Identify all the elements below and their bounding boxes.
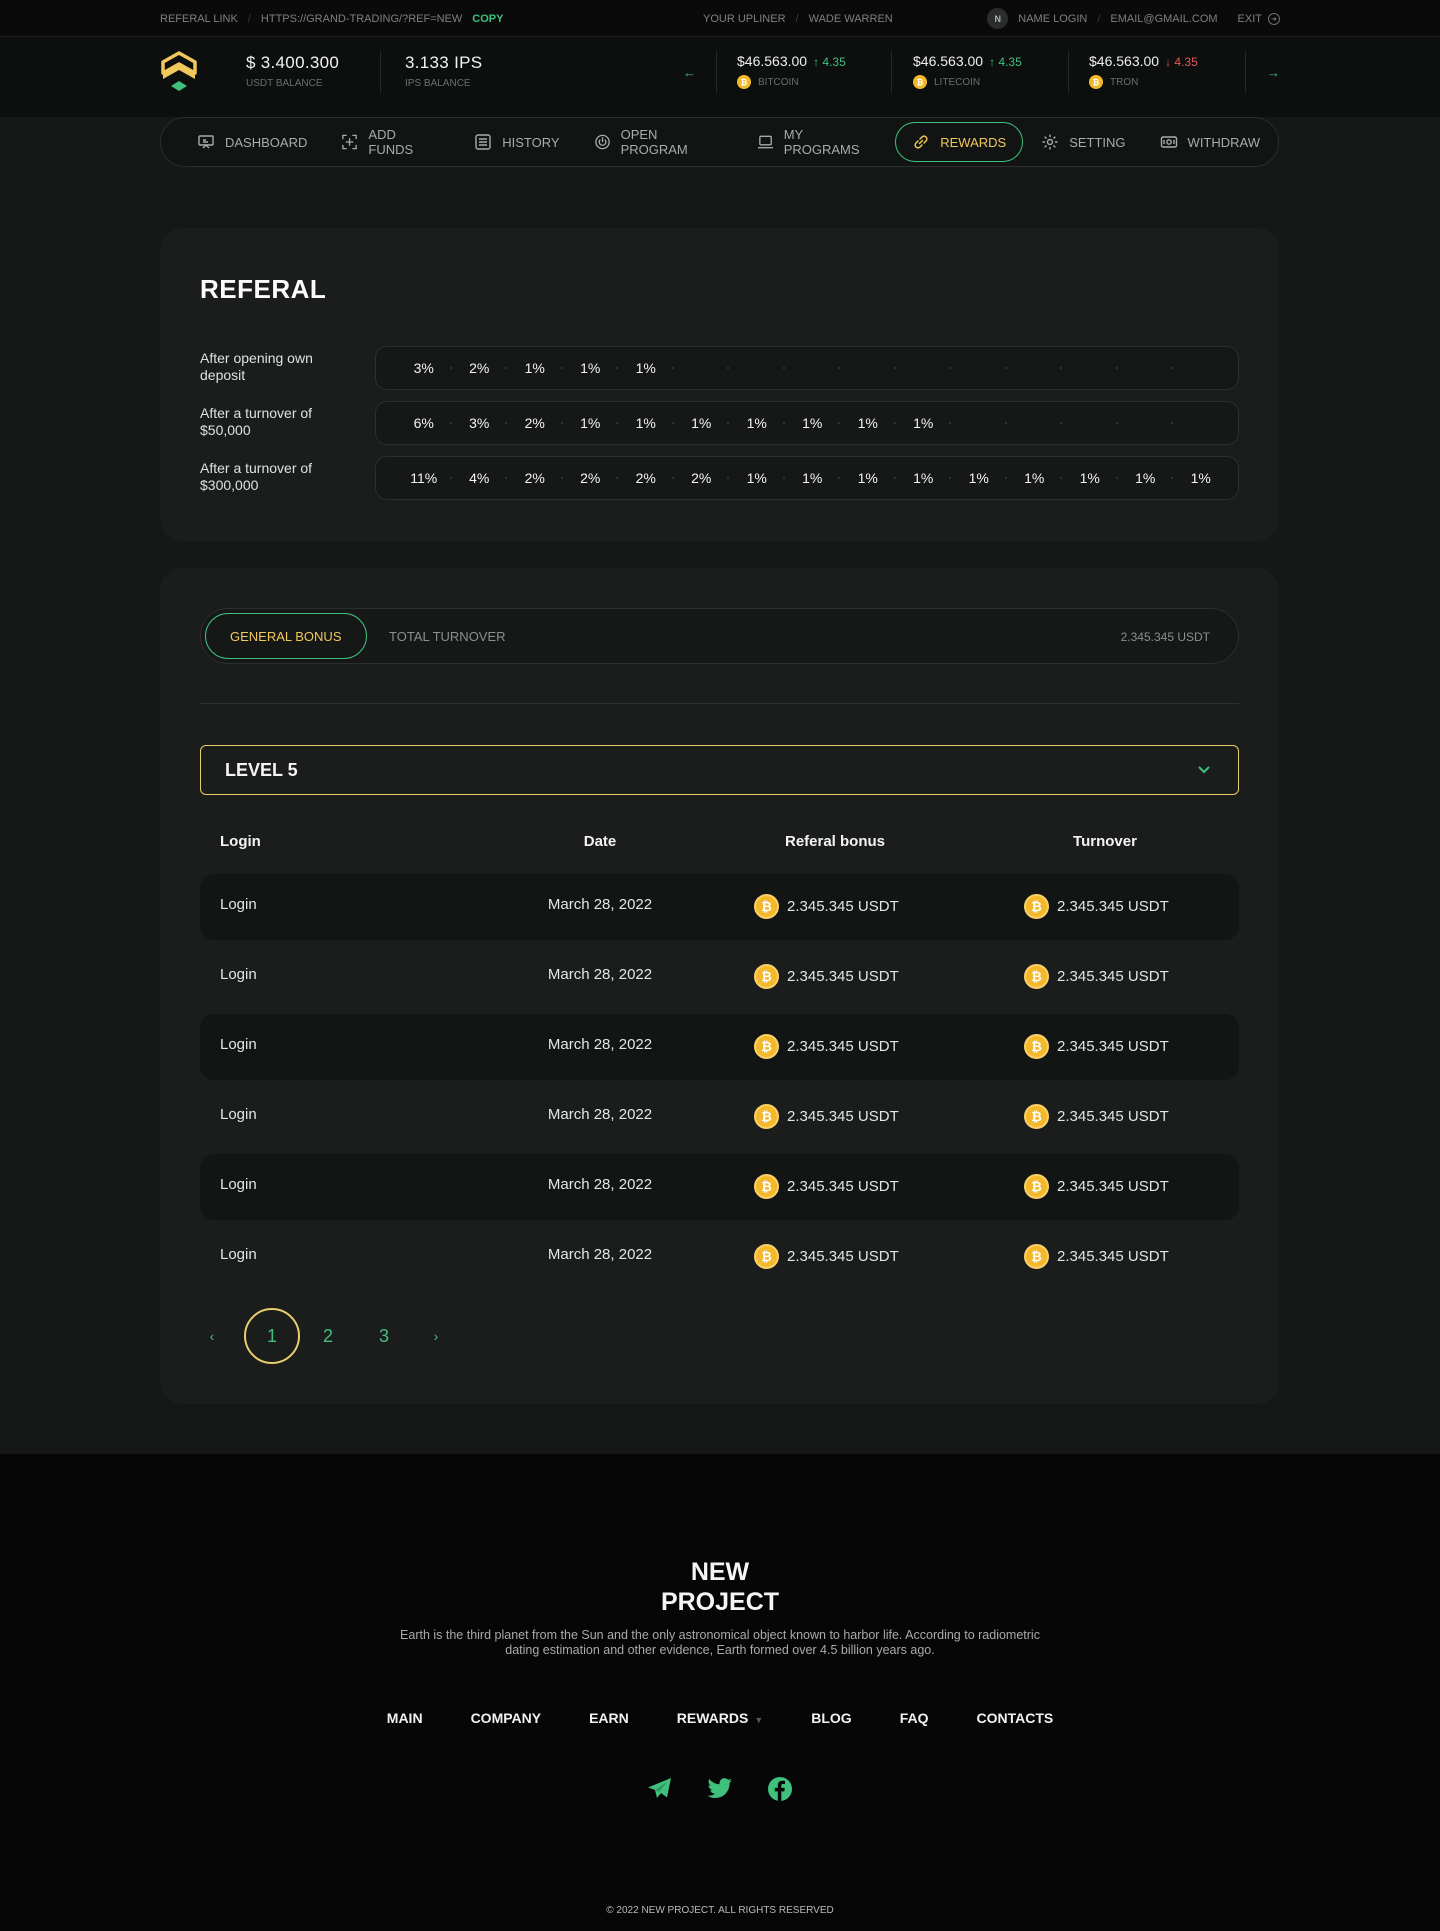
ticker-change-up: ↑ 4.35 <box>989 55 1022 69</box>
column-header-login: Login <box>220 833 261 850</box>
nav-label: MY PROGRAMS <box>783 127 860 157</box>
cell-value: 2.345.345 USDT <box>1057 898 1169 915</box>
cell-value: 2.345.345 USDT <box>787 1108 899 1125</box>
referral-level-value: 1% <box>563 415 619 431</box>
divider <box>891 51 892 93</box>
referral-levels <box>375 346 1239 390</box>
bitcoin-icon: ₿ <box>1024 1034 1049 1059</box>
link-icon <box>912 133 930 151</box>
referral-level-value: 1% <box>729 470 785 486</box>
footer-link-main[interactable]: MAIN <box>386 1710 423 1726</box>
referral-levels <box>375 401 1239 445</box>
referral-row <box>200 456 1239 500</box>
bonus-tabs <box>200 608 1239 664</box>
referral-level-value: 1% <box>840 470 896 486</box>
presentation-icon <box>197 133 215 151</box>
cell-login: Login <box>220 896 257 913</box>
referral-level-value: 1% <box>785 415 841 431</box>
ticker-coin: BITCOIN <box>758 76 799 88</box>
footer-nav <box>0 1710 1440 1726</box>
referral-level-value: 2% <box>452 360 508 376</box>
telegram-icon[interactable] <box>647 1776 673 1802</box>
list-icon <box>474 133 492 151</box>
separator: / <box>795 13 799 25</box>
footer-link-rewards[interactable] <box>677 1710 763 1726</box>
referral-level-value: 2% <box>507 415 563 431</box>
usdt-balance-value: $ 3.400.300 <box>246 53 340 72</box>
nav-item-withdraw[interactable] <box>1144 122 1276 162</box>
cell-login: Login <box>220 966 257 983</box>
bitcoin-icon: ₿ <box>754 894 779 919</box>
ticker-price: $46.563.00 <box>913 53 984 69</box>
ticker-change-down: ↓ 4.35 <box>1165 55 1198 69</box>
referral-level-value: 1% <box>1190 470 1211 486</box>
avatar[interactable]: N <box>987 8 1008 29</box>
referral-level-value: 6% <box>396 415 452 431</box>
logo-icon[interactable] <box>160 51 198 93</box>
level-select[interactable] <box>200 745 1239 795</box>
footer-title <box>0 1557 1440 1617</box>
page-button[interactable]: 2 <box>322 1325 333 1346</box>
footer-link-faq[interactable]: FAQ <box>899 1710 929 1726</box>
bitcoin-icon: ₿ <box>1024 1104 1049 1129</box>
column-header-date: Date <box>583 833 617 850</box>
exit-label: EXIT <box>1237 12 1262 25</box>
pagination-prev-button[interactable]: ‹ <box>209 1328 215 1344</box>
referral-level-value: 1% <box>563 360 619 376</box>
ips-balance-value: 3.133 IPS <box>405 53 483 72</box>
cell-bonus <box>754 1244 899 1269</box>
ticker-price: $46.563.00 <box>1089 53 1160 69</box>
cell-bonus <box>754 894 899 919</box>
add-frame-icon <box>341 133 358 151</box>
bitcoin-icon: ₿ <box>754 1174 779 1199</box>
referral-level-value: 4% <box>452 470 508 486</box>
upliner-label: YOUR UPLINER <box>703 13 786 25</box>
cell-turnover <box>1024 1104 1169 1129</box>
referral-title: REFERAL <box>200 274 327 304</box>
referral-level-value: 11% <box>396 470 452 486</box>
twitter-icon[interactable] <box>707 1776 733 1802</box>
footer-link-earn[interactable]: EARN <box>589 1710 629 1726</box>
top-bar <box>0 0 1440 37</box>
referral-level-value: 1% <box>618 360 674 376</box>
nav-label: OPEN PROGRAM <box>620 127 688 157</box>
copyright: © 2022 NEW PROJECT. ALL RIGHTS RESERVED <box>606 1905 834 1916</box>
nav-label: WITHDRAW <box>1187 134 1260 150</box>
cell-turnover <box>1024 1034 1169 1059</box>
cell-date: March 28, 2022 <box>547 966 653 983</box>
table-row[interactable] <box>200 874 1239 940</box>
nav-label: REWARDS <box>940 134 1007 150</box>
total-amount: 2.345.345 USDT <box>1120 630 1210 644</box>
referral-level-value: 1% <box>840 415 896 431</box>
footer-title-line: NEW <box>690 1558 750 1586</box>
footer <box>0 1454 1440 1931</box>
litecoin-icon: ₿ <box>913 75 927 89</box>
cell-turnover <box>1024 894 1169 919</box>
referral-row <box>200 346 1239 390</box>
exit-button[interactable] <box>1238 13 1280 25</box>
table-row[interactable] <box>200 1154 1239 1220</box>
cell-bonus <box>754 1104 899 1129</box>
cell-turnover <box>1024 1244 1169 1269</box>
exit-icon: ➜ <box>1268 13 1280 25</box>
ips-balance-label: IPS BALANCE <box>405 78 471 89</box>
referral-level-value: 1% <box>507 360 563 376</box>
footer-link-blog[interactable]: BLOG <box>811 1710 852 1726</box>
gear-icon <box>1041 133 1059 151</box>
upliner-group <box>703 13 893 25</box>
referral-level-value: 1% <box>1062 470 1118 486</box>
tab-general-bonus[interactable]: GENERAL BONUS <box>205 613 367 659</box>
usdt-balance-label: USDT BALANCE <box>246 78 323 89</box>
cell-value: 2.345.345 USDT <box>1057 1038 1169 1055</box>
cell-value: 2.345.345 USDT <box>1057 1108 1169 1125</box>
pagination-next-button[interactable]: › <box>433 1328 439 1344</box>
nav-item-history[interactable] <box>458 122 575 162</box>
login-name: NAME LOGIN <box>1018 12 1088 25</box>
divider <box>1245 51 1246 93</box>
referral-levels <box>375 456 1239 500</box>
caret-down-icon: ▼ <box>754 1715 764 1725</box>
referral-card <box>160 228 1279 541</box>
column-header-bonus: Referal bonus <box>784 833 886 850</box>
tab-total-turnover[interactable]: TOTAL TURNOVER <box>389 628 506 644</box>
referral-row-label: After opening own deposit <box>200 350 313 383</box>
referral-level-value: 1% <box>674 415 730 431</box>
divider <box>716 51 717 93</box>
cell-bonus <box>754 964 899 989</box>
nav-label: ADD FUNDS <box>368 127 414 157</box>
cell-login: Login <box>220 1036 257 1053</box>
bitcoin-icon: ₿ <box>1024 1244 1049 1269</box>
referral-link-label: REFERAL LINK <box>160 13 238 25</box>
referral-url: HTTPS://GRAND-TRADING/?REF=NEW <box>260 13 463 25</box>
cell-value: 2.345.345 USDT <box>1057 1248 1169 1265</box>
nav-item-add-funds[interactable] <box>325 122 456 162</box>
referral-level-value: 2% <box>563 470 619 486</box>
chevron-down-icon <box>1198 762 1210 777</box>
cell-login: Login <box>220 1246 257 1263</box>
ticker-litecoin <box>913 53 1022 89</box>
referral-row-label: After a turnover of $50,000 <box>200 405 313 438</box>
bitcoin-icon: ₿ <box>737 75 751 89</box>
cell-value: 2.345.345 USDT <box>1057 1178 1169 1195</box>
nav-item-setting[interactable] <box>1025 122 1141 162</box>
ips-balance <box>405 53 482 89</box>
social-links <box>0 1776 1440 1802</box>
referral-level-value: 1% <box>1007 470 1063 486</box>
separator: / <box>1097 12 1101 25</box>
tron-icon: ₿ <box>1089 75 1103 89</box>
cell-turnover <box>1024 964 1169 989</box>
cell-value: 2.345.345 USDT <box>787 968 899 985</box>
referral-level-value: 1% <box>1118 470 1174 486</box>
column-header-turnover: Turnover <box>1073 833 1137 850</box>
referral-level-value: 1% <box>729 415 785 431</box>
page-button[interactable]: 1 <box>244 1308 300 1364</box>
divider <box>380 51 381 93</box>
ticker-price: $46.563.00 <box>737 53 808 69</box>
cell-date: March 28, 2022 <box>547 1176 653 1193</box>
user-email: EMAIL@GMAIL.COM <box>1110 12 1218 25</box>
referral-level-value: 1% <box>785 470 841 486</box>
bonus-card <box>160 568 1279 1404</box>
bitcoin-icon: ₿ <box>1024 1174 1049 1199</box>
ticker-coin: LITECOIN <box>934 76 981 88</box>
table-row[interactable] <box>200 1224 1239 1290</box>
bitcoin-icon: ₿ <box>754 1034 779 1059</box>
cell-date: March 28, 2022 <box>547 896 653 913</box>
power-icon <box>594 133 611 151</box>
cell-bonus <box>754 1174 899 1199</box>
nav-item-rewards[interactable] <box>895 122 1023 162</box>
cell-value: 2.345.345 USDT <box>787 1248 899 1265</box>
referral-level-value: 1% <box>951 470 1007 486</box>
level-select-value: LEVEL 5 <box>225 759 298 780</box>
table-row[interactable] <box>200 1014 1239 1080</box>
header <box>0 37 1440 117</box>
cell-turnover <box>1024 1174 1169 1199</box>
table-row[interactable] <box>200 944 1239 1010</box>
table-row[interactable] <box>200 1084 1239 1150</box>
cell-value: 2.345.345 USDT <box>787 898 899 915</box>
nav-label: HISTORY <box>502 134 560 150</box>
nav-label: DASHBOARD <box>225 134 308 150</box>
referral-level-value: 2% <box>618 470 674 486</box>
ticker-change-up: ↑ 4.35 <box>813 55 846 69</box>
divider <box>1068 51 1069 93</box>
referral-level-value: 3% <box>396 360 452 376</box>
usdt-balance <box>246 53 339 89</box>
cell-date: March 28, 2022 <box>547 1106 653 1123</box>
referral-level-value: 1% <box>896 470 952 486</box>
referral-level-value: 1% <box>896 415 952 431</box>
main-nav <box>160 117 1279 167</box>
referral-level-value: 3% <box>452 415 508 431</box>
nav-item-dashboard[interactable] <box>181 122 323 162</box>
ticker-prev-button[interactable]: ← <box>683 65 696 80</box>
ticker-bitcoin <box>737 53 846 89</box>
divider <box>200 703 1239 704</box>
cash-icon <box>1160 133 1178 151</box>
footer-description: Earth is the third planet from the Sun and the only astronomical object known to harbor life. According to radiometric dating estimation and other evidence, Earth formed over 4.5 billion years ago. <box>400 1628 1040 1657</box>
footer-link-label: REWARDS <box>676 1710 749 1726</box>
cell-login: Login <box>220 1106 257 1123</box>
nav-item-open-program[interactable] <box>578 122 739 162</box>
nav-label: SETTING <box>1069 134 1126 150</box>
bitcoin-icon: ₿ <box>1024 964 1049 989</box>
cell-login: Login <box>220 1176 257 1193</box>
referral-row-label: After a turnover of $300,000 <box>200 460 313 493</box>
footer-link-contacts[interactable]: CONTACTS <box>976 1710 1054 1726</box>
footer-title-line: PROJECT <box>660 1588 780 1616</box>
bitcoin-icon: ₿ <box>754 1244 779 1269</box>
user-group <box>987 8 1280 29</box>
cell-value: 2.345.345 USDT <box>787 1038 899 1055</box>
referral-level-value: 2% <box>674 470 730 486</box>
referral-link-group <box>160 13 503 25</box>
bitcoin-icon: ₿ <box>754 1104 779 1129</box>
cell-bonus <box>754 1034 899 1059</box>
cell-date: March 28, 2022 <box>547 1036 653 1053</box>
cell-value: 2.345.345 USDT <box>1057 968 1169 985</box>
copy-button[interactable]: COPY <box>472 13 504 25</box>
separator: / <box>247 13 251 25</box>
bitcoin-icon: ₿ <box>754 964 779 989</box>
nav-item-my-programs[interactable] <box>741 122 894 162</box>
facebook-icon[interactable] <box>767 1776 793 1802</box>
bitcoin-icon: ₿ <box>1024 894 1049 919</box>
ticker-tron <box>1089 53 1198 89</box>
pagination <box>200 1308 448 1364</box>
referral-level-value: 1% <box>618 415 674 431</box>
page-button[interactable]: 3 <box>378 1325 389 1346</box>
referral-row <box>200 401 1239 445</box>
upliner-name: WADE WARREN <box>808 13 893 25</box>
laptop-icon <box>757 133 774 151</box>
cell-value: 2.345.345 USDT <box>787 1178 899 1195</box>
cell-date: March 28, 2022 <box>547 1246 653 1263</box>
footer-link-company[interactable]: COMPANY <box>470 1710 542 1726</box>
ticker-next-button[interactable]: → <box>1267 65 1280 80</box>
ticker-coin: TRON <box>1110 76 1139 88</box>
referral-level-value: 2% <box>507 470 563 486</box>
